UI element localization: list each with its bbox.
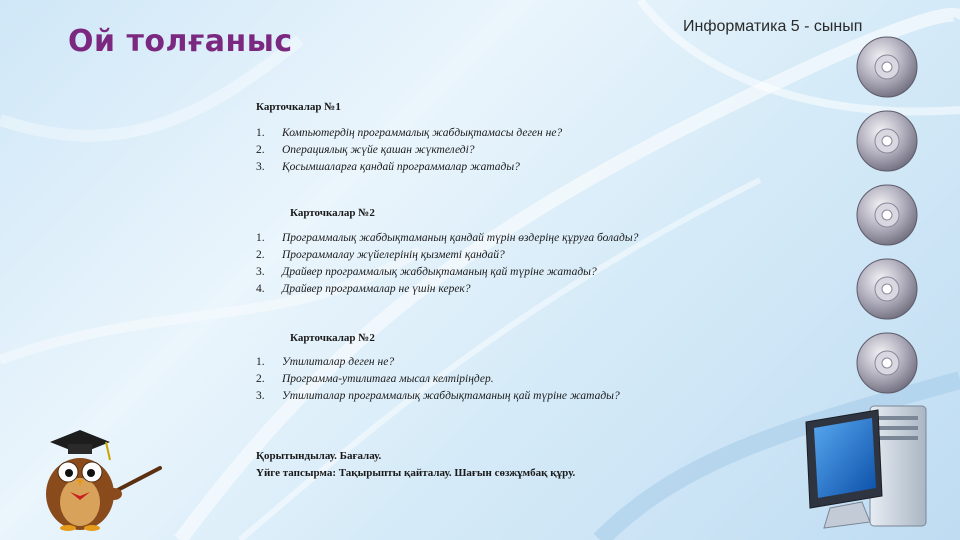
card-3-questions <box>256 354 620 405</box>
question-item <box>256 142 562 159</box>
cd-disc-icon <box>856 110 918 172</box>
question-item <box>256 159 562 176</box>
card-1-questions <box>256 125 562 176</box>
question-item <box>256 371 620 388</box>
question-number: 3. <box>256 390 265 402</box>
question-text: Драйвер программалар не үшін керек? <box>282 283 471 295</box>
question-text: Программалау жүйелерінің қызметі қандай? <box>282 249 505 261</box>
cd-disc-icon <box>856 36 918 98</box>
cd-disc-icon <box>856 258 918 320</box>
question-number: 2. <box>256 249 265 261</box>
cd-disc-icon <box>856 184 918 246</box>
subject-label: Информатика 5 - сынып <box>683 18 863 35</box>
question-text: Программалық жабдықтаманың қандай түрін өздеріңе құруға болады? <box>282 232 639 244</box>
question-item <box>256 354 620 371</box>
question-item <box>256 388 620 405</box>
question-item <box>256 281 638 298</box>
question-number: 3. <box>256 161 265 173</box>
slide-title: Ой толғаныс <box>68 24 293 59</box>
question-number: 1. <box>256 127 265 139</box>
card-1-heading: Карточкалар №1 <box>256 101 341 113</box>
card-2-heading: Карточкалар №2 <box>290 207 375 219</box>
question-item <box>256 247 638 264</box>
question-number: 1. <box>256 232 265 244</box>
card-3-heading: Карточкалар №2 <box>290 332 375 344</box>
summary-line: Қорытындылау. Бағалау. <box>256 450 382 462</box>
question-item <box>256 125 562 142</box>
question-text: Программа-утилитаға мысал келтіріңдер. <box>282 373 494 385</box>
question-number: 4. <box>256 283 265 295</box>
question-number: 2. <box>256 373 265 385</box>
question-number: 1. <box>256 356 265 368</box>
question-text: Операциялық жүйе қашан жүктеледі? <box>282 144 475 156</box>
question-number: 3. <box>256 266 265 278</box>
question-text: Драйвер программалық жабдықтаманың қай түріне жатады? <box>282 266 597 278</box>
question-item <box>256 264 638 281</box>
question-item <box>256 230 638 247</box>
question-text: Утилиталар программалық жабдықтаманың қай түріне жатады? <box>282 390 620 402</box>
cd-disc-icon <box>856 332 918 394</box>
question-number: 2. <box>256 144 265 156</box>
card-2-questions <box>256 230 638 298</box>
homework-line: Үйге тапсырма: Тақырыпты қайталау. Шағын сөзжұмбақ құру. <box>256 467 576 479</box>
question-text: Утилиталар деген не? <box>282 356 395 368</box>
owl-teacher-icon <box>32 422 182 532</box>
question-text: Компьютердің программалық жабдықтамасы деген не? <box>282 127 563 139</box>
computer-monitor-icon <box>800 398 940 534</box>
question-text: Қосымшаларға қандай программалар жатады? <box>282 161 520 173</box>
